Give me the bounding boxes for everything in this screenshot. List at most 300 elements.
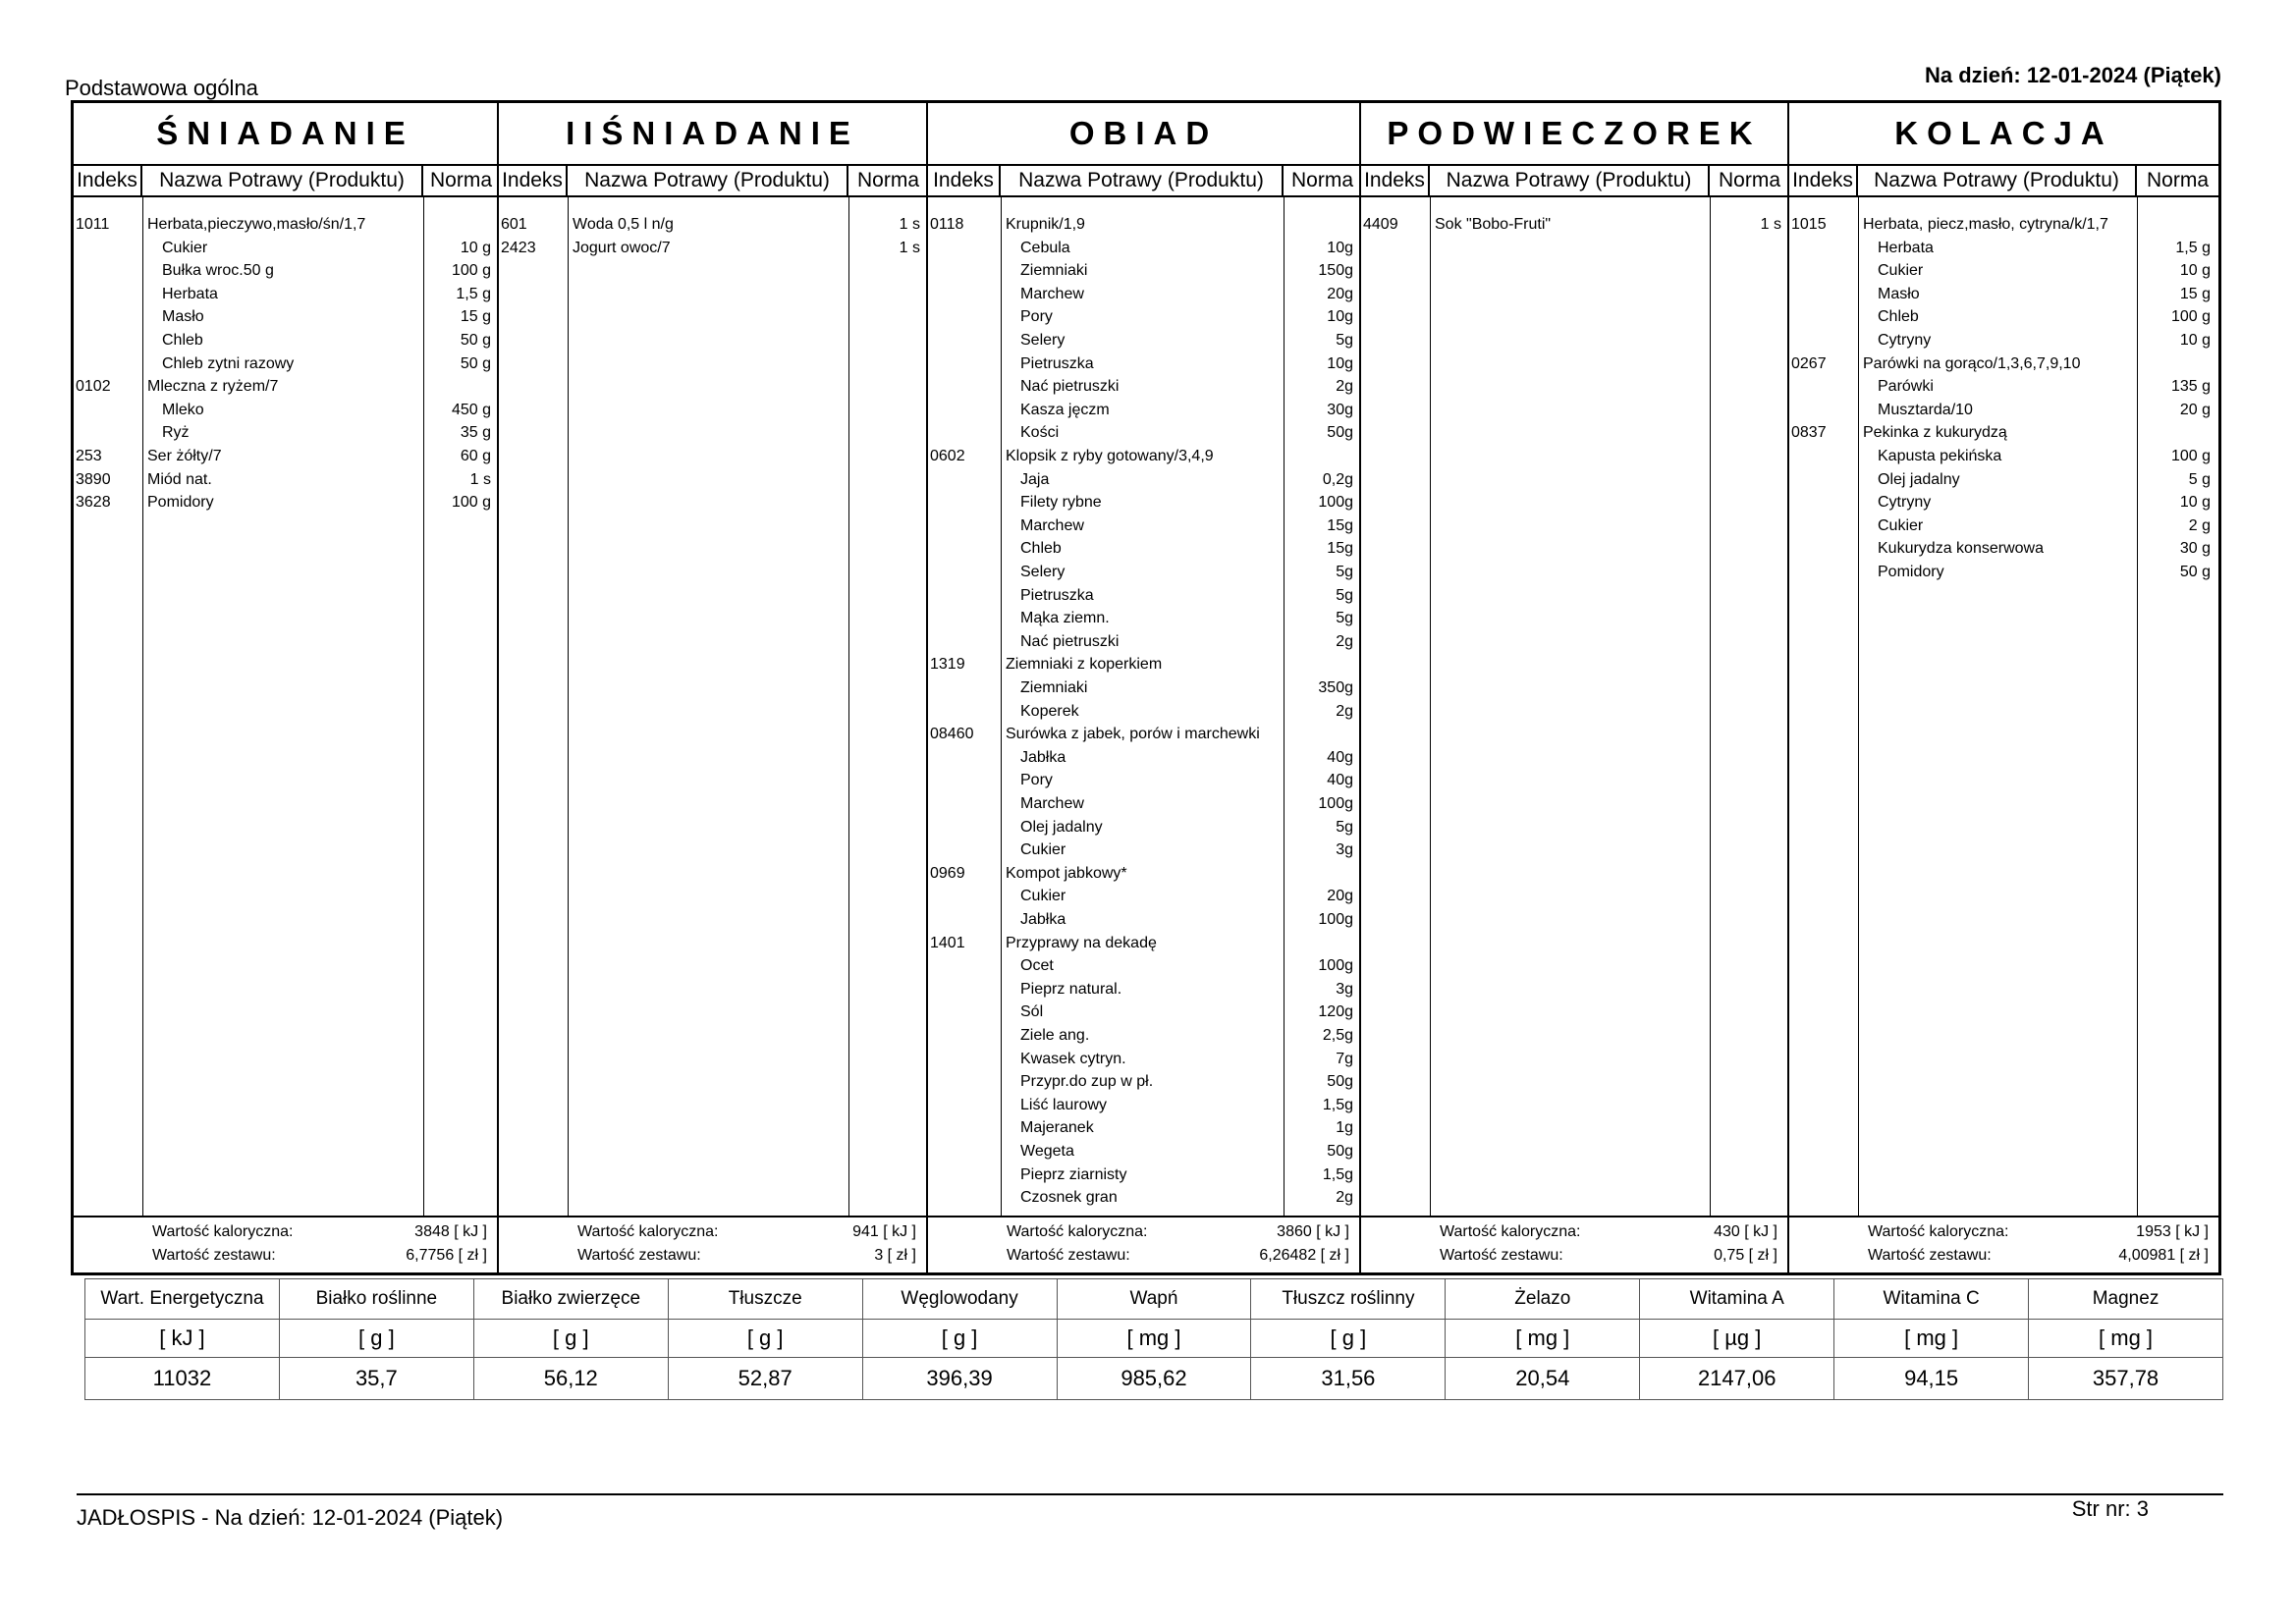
meal-header	[499, 164, 926, 197]
row-norm: 2,5g	[1322, 1027, 1353, 1044]
nutrition-value: 11032	[85, 1358, 280, 1400]
row-norm: 1,5g	[1322, 1096, 1353, 1113]
table-row	[74, 468, 497, 492]
table-row	[928, 630, 1359, 654]
kcal-value: 941 [ kJ ]	[852, 1223, 916, 1240]
nutrition-unit: [ mg ]	[1057, 1320, 1251, 1358]
column-divider	[1430, 197, 1431, 1216]
table-row	[928, 839, 1359, 862]
nutrition-unit: [ mg ]	[2029, 1320, 2223, 1358]
row-norm: 10g	[1327, 239, 1353, 256]
row-name: Ziemniaki z koperkiem	[1006, 656, 1163, 674]
row-name: Wegeta	[1020, 1143, 1074, 1160]
row-norm: 15g	[1327, 540, 1353, 558]
nutrition-header: Białko roślinne	[279, 1279, 473, 1320]
table-row	[928, 584, 1359, 608]
row-norm: 15 g	[460, 308, 491, 326]
table-row	[928, 816, 1359, 839]
row-norm: 1 s	[899, 216, 920, 233]
column-name-header: Nazwa Potrawy (Produktu)	[142, 166, 423, 195]
table-row	[1789, 468, 2218, 492]
row-name: Bułka wroc.50 g	[162, 262, 274, 280]
nutrition-value: 52,87	[668, 1358, 862, 1400]
row-norm: 3g	[1336, 980, 1353, 998]
row-index: 0267	[1791, 354, 1827, 372]
table-row	[1789, 305, 2218, 329]
nutrition-header: Żelazo	[1446, 1279, 1640, 1320]
table-row	[1789, 514, 2218, 538]
row-name: Kapusta pekińska	[1878, 448, 2002, 464]
diet-name: Podstawowa ogólna	[65, 76, 258, 100]
row-norm: 40g	[1327, 748, 1353, 766]
table-row	[928, 676, 1359, 700]
table-row	[1789, 352, 2218, 376]
row-name: Cukier	[1878, 262, 1924, 280]
nutrition-unit: [ g ]	[1251, 1320, 1446, 1358]
table-row	[928, 1001, 1359, 1024]
row-norm: 350g	[1318, 679, 1353, 696]
row-name: Parówki na gorąco/1,3,6,7,9,10	[1863, 354, 2081, 372]
table-row	[74, 283, 497, 306]
row-name: Kompot jabkowy*	[1006, 864, 1127, 882]
row-name: Olej jadalny	[1020, 818, 1103, 836]
column-divider	[1710, 197, 1711, 1216]
table-row	[74, 213, 497, 237]
column-index-header: Indeks	[928, 166, 1001, 195]
meal-summary	[928, 1216, 1359, 1272]
row-norm: 50 g	[2179, 564, 2211, 580]
table-row	[928, 421, 1359, 445]
row-name: Cukier	[1020, 841, 1066, 859]
column-norm-header: Norma	[429, 169, 492, 191]
meal-summary	[74, 1216, 497, 1272]
nutrition-unit: [ g ]	[473, 1320, 668, 1358]
table-row	[928, 305, 1359, 329]
column-divider	[568, 197, 569, 1216]
table-row	[74, 237, 497, 260]
meal-summary	[1361, 1216, 1787, 1272]
table-row	[1789, 491, 2218, 514]
row-norm: 2g	[1336, 1189, 1353, 1207]
table-row	[928, 283, 1359, 306]
kcal-value: 3860 [ kJ ]	[1277, 1223, 1349, 1240]
table-row	[1789, 237, 2218, 260]
row-name: Olej jadalny	[1878, 470, 1960, 488]
row-index: 3628	[76, 494, 111, 512]
row-norm: 20 g	[2179, 401, 2211, 418]
row-norm: 15 g	[2179, 285, 2211, 302]
row-name: Pory	[1020, 772, 1053, 789]
row-name: Surówka z jabek, porów i marchewki	[1006, 726, 1260, 743]
table-row	[74, 259, 497, 283]
meal-title: IIŚNIADANIE	[566, 115, 859, 151]
table-row	[499, 237, 926, 260]
kcal-label: Wartość kaloryczna:	[577, 1223, 719, 1240]
row-name: Chleb	[162, 332, 203, 349]
row-norm: 100 g	[2170, 448, 2211, 464]
cost-label: Wartość zestawu:	[152, 1247, 276, 1264]
row-name: Kwasek cytryn.	[1020, 1050, 1126, 1067]
table-row	[928, 607, 1359, 630]
row-name: Czosnek gran	[1020, 1189, 1118, 1207]
nutrition-unit: [ mg ]	[1446, 1320, 1640, 1358]
nutrition-header: Witamina C	[1834, 1279, 2029, 1320]
row-index: 1011	[76, 216, 110, 233]
row-name: Jabłka	[1020, 911, 1066, 928]
row-name: Selery	[1020, 564, 1066, 580]
column-norm-header: Norma	[1290, 169, 1353, 191]
row-name: Liść laurowy	[1020, 1096, 1108, 1113]
row-name: Selery	[1020, 332, 1066, 349]
row-index: 0837	[1791, 424, 1827, 442]
row-name: Pekinka z kukurydzą	[1863, 424, 2007, 442]
table-row	[928, 653, 1359, 676]
row-name: Pory	[1020, 308, 1053, 326]
meal-section	[1789, 103, 2218, 1272]
table-row	[928, 1163, 1359, 1187]
row-name: Herbata	[162, 285, 218, 302]
table-row	[1789, 445, 2218, 468]
row-norm: 10 g	[2179, 332, 2211, 349]
table-row	[928, 700, 1359, 724]
meal-title: PODWIECZOREK	[1387, 115, 1762, 151]
nutrition-unit-row	[85, 1320, 2223, 1358]
row-name: Marchew	[1020, 285, 1084, 302]
row-norm: 7g	[1336, 1050, 1353, 1067]
table-row	[928, 1048, 1359, 1071]
row-index: 1319	[930, 656, 965, 674]
row-norm: 2g	[1336, 632, 1353, 650]
table-row	[928, 1140, 1359, 1163]
row-name: Ryż	[162, 424, 190, 442]
row-name: Cukier	[1878, 516, 1924, 534]
row-name: Cytryny	[1878, 332, 1932, 349]
cost-value: 6,26482 [ zł ]	[1259, 1247, 1349, 1264]
row-norm: 0,2g	[1322, 470, 1353, 488]
row-name: Chleb	[1020, 540, 1062, 558]
table-row	[74, 375, 497, 399]
table-row	[1789, 537, 2218, 561]
row-name: Marchew	[1020, 795, 1084, 812]
row-name: Jabłka	[1020, 748, 1066, 766]
row-name: Herbata, piecz,masło, cytryna/k/1,7	[1863, 216, 2108, 233]
table-row	[928, 1024, 1359, 1048]
table-row	[928, 792, 1359, 816]
row-name: Chleb zytni razowy	[162, 354, 295, 372]
table-row	[928, 885, 1359, 908]
table-row	[1789, 561, 2218, 584]
row-norm: 10 g	[2179, 262, 2211, 280]
menu-date: Na dzień: 12-01-2024 (Piątek)	[1924, 63, 2221, 87]
row-norm: 100g	[1318, 795, 1353, 812]
row-name: Ziemniaki	[1020, 262, 1088, 280]
table-row	[1789, 329, 2218, 352]
table-row	[74, 491, 497, 514]
row-name: Pieprz ziarnisty	[1020, 1165, 1127, 1183]
nutrition-unit: [ µg ]	[1640, 1320, 1834, 1358]
meal-section	[928, 103, 1361, 1272]
row-index: 253	[76, 448, 102, 464]
row-norm: 100g	[1318, 494, 1353, 512]
footer-divider	[77, 1493, 2223, 1495]
table-row	[928, 862, 1359, 886]
nutrition-value: 31,56	[1251, 1358, 1446, 1400]
nutrition-value: 396,39	[862, 1358, 1057, 1400]
table-row	[928, 561, 1359, 584]
row-name: Jaja	[1020, 470, 1050, 488]
row-index: 1015	[1791, 216, 1827, 233]
table-row	[928, 908, 1359, 932]
row-name: Woda 0,5 l n/g	[573, 216, 674, 233]
table-row	[928, 259, 1359, 283]
row-index: 08460	[930, 726, 974, 743]
row-norm: 100g	[1318, 911, 1353, 928]
table-row	[928, 329, 1359, 352]
column-norm-header: Norma	[856, 169, 919, 191]
row-name: Pomidory	[1878, 564, 1944, 580]
kcal-value: 1953 [ kJ ]	[2136, 1223, 2209, 1240]
cost-label: Wartość zestawu:	[577, 1247, 701, 1264]
row-name: Kości	[1020, 424, 1060, 442]
meal-section	[74, 103, 499, 1272]
row-norm: 120g	[1318, 1003, 1353, 1021]
row-name: Cukier	[162, 239, 208, 256]
row-index: 0602	[930, 448, 965, 464]
row-name: Pieprz natural.	[1020, 980, 1122, 998]
row-norm: 15g	[1327, 516, 1353, 534]
menu-table	[71, 100, 2221, 1275]
table-row	[928, 723, 1359, 746]
row-norm: 30 g	[2179, 540, 2211, 558]
row-name: Parówki	[1878, 378, 1934, 396]
nutrition-header: Węglowodany	[862, 1279, 1057, 1320]
table-row	[928, 746, 1359, 770]
cost-value: 4,00981 [ zł ]	[2118, 1247, 2209, 1264]
row-index: 1401	[930, 934, 965, 951]
column-norm-header: Norma	[1718, 169, 1780, 191]
row-name: Herbata,pieczywo,masło/śn/1,7	[147, 216, 366, 233]
row-name: Miód nat.	[147, 470, 212, 488]
row-name: Kukurydza konserwowa	[1878, 540, 2044, 558]
kcal-label: Wartość kaloryczna:	[1440, 1223, 1581, 1240]
cost-label: Wartość zestawu:	[1868, 1247, 1992, 1264]
cost-label: Wartość zestawu:	[1440, 1247, 1563, 1264]
row-norm: 50g	[1327, 1143, 1353, 1160]
row-name: Chleb	[1878, 308, 1919, 326]
table-row	[1789, 213, 2218, 237]
nutrition-value: 2147,06	[1640, 1358, 1834, 1400]
table-row	[928, 1186, 1359, 1210]
nutrition-header: Tłuszcz roślinny	[1251, 1279, 1446, 1320]
table-row	[928, 1094, 1359, 1117]
table-row	[1789, 399, 2218, 422]
table-row	[928, 399, 1359, 422]
table-row	[1789, 283, 2218, 306]
footer-title: JADŁOSPIS - Na dzień: 12-01-2024 (Piątek)	[77, 1505, 504, 1530]
table-row	[1789, 421, 2218, 445]
nutrition-value: 94,15	[1834, 1358, 2029, 1400]
row-name: Przypr.do zup w pł.	[1020, 1073, 1154, 1091]
meal-header	[74, 164, 497, 197]
row-name: Ocet	[1020, 957, 1054, 975]
row-norm: 1,5 g	[2175, 239, 2211, 256]
column-name-header: Nazwa Potrawy (Produktu)	[1001, 166, 1284, 195]
row-norm: 450 g	[451, 401, 491, 418]
row-norm: 135 g	[2170, 378, 2211, 396]
row-norm: 10g	[1327, 308, 1353, 326]
nutrition-value: 56,12	[473, 1358, 668, 1400]
column-divider	[848, 197, 849, 1216]
nutrition-header: Tłuszcze	[668, 1279, 862, 1320]
row-name: Marchew	[1020, 516, 1084, 534]
nutrition-header: Witamina A	[1640, 1279, 1834, 1320]
row-norm: 50 g	[460, 332, 491, 349]
nutrition-header: Magnez	[2029, 1279, 2223, 1320]
meal-header	[1361, 164, 1787, 197]
row-name: Mąka ziemn.	[1020, 610, 1110, 627]
table-row	[74, 399, 497, 422]
table-row	[1361, 213, 1787, 237]
row-name: Majeranek	[1020, 1119, 1094, 1137]
column-index-header: Indeks	[74, 166, 142, 195]
nutrition-unit: [ g ]	[668, 1320, 862, 1358]
column-name-header: Nazwa Potrawy (Produktu)	[1430, 166, 1710, 195]
row-name: Herbata	[1878, 239, 1934, 256]
column-name-header: Nazwa Potrawy (Produktu)	[568, 166, 848, 195]
row-name: Mleko	[162, 401, 204, 418]
table-row	[928, 954, 1359, 978]
row-norm: 3g	[1336, 841, 1353, 859]
row-norm: 50g	[1327, 424, 1353, 442]
row-norm: 5g	[1336, 818, 1353, 836]
nutrition-header: Wapń	[1057, 1279, 1251, 1320]
row-name: Filety rybne	[1020, 494, 1102, 512]
row-norm: 100g	[1318, 957, 1353, 975]
nutrition-table	[84, 1278, 2223, 1400]
row-name: Przyprawy na dekadę	[1006, 934, 1157, 951]
row-index: 0969	[930, 864, 965, 882]
meal-header	[928, 164, 1359, 197]
row-name: Pomidory	[147, 494, 214, 512]
row-name: Ziemniaki	[1020, 679, 1088, 696]
row-name: Cukier	[1020, 888, 1066, 905]
table-row	[928, 375, 1359, 399]
row-norm: 1g	[1336, 1119, 1353, 1137]
row-norm: 50g	[1327, 1073, 1353, 1091]
table-row	[74, 421, 497, 445]
cost-value: 6,7756 [ zł ]	[406, 1247, 487, 1264]
kcal-label: Wartość kaloryczna:	[152, 1223, 294, 1240]
meal-section	[499, 103, 928, 1272]
row-name: Ziele ang.	[1020, 1027, 1090, 1044]
nutrition-unit: [ mg ]	[1834, 1320, 2029, 1358]
table-row	[928, 537, 1359, 561]
column-index-header: Indeks	[1361, 166, 1430, 195]
row-norm: 100 g	[2170, 308, 2211, 326]
row-index: 0118	[930, 216, 964, 233]
nutrition-unit: [ g ]	[862, 1320, 1057, 1358]
table-row	[499, 213, 926, 237]
row-name: Koperek	[1020, 702, 1079, 720]
row-norm: 10g	[1327, 354, 1353, 372]
row-norm: 10 g	[2179, 494, 2211, 512]
nutrition-value-row	[85, 1358, 2223, 1400]
row-norm: 20g	[1327, 285, 1353, 302]
row-name: Kasza jęczm	[1020, 401, 1110, 418]
meal-summary	[499, 1216, 926, 1272]
table-row	[928, 468, 1359, 492]
row-norm: 1,5 g	[456, 285, 491, 302]
row-norm: 1 s	[899, 239, 920, 256]
row-norm: 1,5g	[1322, 1165, 1353, 1183]
table-row	[928, 445, 1359, 468]
row-norm: 50 g	[460, 354, 491, 372]
table-row	[928, 491, 1359, 514]
nutrition-value: 985,62	[1057, 1358, 1251, 1400]
row-norm: 2g	[1336, 702, 1353, 720]
kcal-label: Wartość kaloryczna:	[1868, 1223, 2009, 1240]
row-norm: 2g	[1336, 378, 1353, 396]
row-name: Musztarda/10	[1878, 401, 1973, 418]
row-norm: 60 g	[460, 448, 491, 464]
row-norm: 5g	[1336, 610, 1353, 627]
meal-title: OBIAD	[1068, 115, 1219, 151]
row-norm: 10 g	[460, 239, 491, 256]
column-norm-header: Norma	[2146, 169, 2209, 191]
row-name: Nać pietruszki	[1020, 378, 1120, 396]
row-index: 4409	[1363, 216, 1398, 233]
kcal-value: 3848 [ kJ ]	[414, 1223, 487, 1240]
row-name: Krupnik/1,9	[1006, 216, 1085, 233]
page-number: Str nr: 3	[2071, 1496, 2149, 1521]
table-row	[74, 445, 497, 468]
row-norm: 1 s	[1760, 216, 1781, 233]
row-norm: 5g	[1336, 564, 1353, 580]
table-row	[1789, 375, 2218, 399]
row-name: Sok "Bobo-Fruti"	[1435, 216, 1552, 233]
row-name: Ser żółty/7	[147, 448, 222, 464]
table-row	[928, 932, 1359, 955]
column-name-header: Nazwa Potrawy (Produktu)	[1858, 166, 2137, 195]
meal-section	[1361, 103, 1789, 1272]
column-index-header: Indeks	[499, 166, 568, 195]
row-norm: 2 g	[2188, 516, 2211, 534]
table-row	[928, 1116, 1359, 1140]
row-index: 0102	[76, 378, 111, 396]
cost-value: 3 [ zł ]	[874, 1247, 916, 1264]
row-name: Sól	[1020, 1003, 1044, 1021]
row-norm: 5 g	[2188, 470, 2211, 488]
row-norm: 5g	[1336, 332, 1353, 349]
row-index: 601	[501, 216, 527, 233]
row-name: Nać pietruszki	[1020, 632, 1120, 650]
kcal-label: Wartość kaloryczna:	[1007, 1223, 1148, 1240]
row-name: Pietruszka	[1020, 354, 1094, 372]
row-name: Jogurt owoc/7	[573, 239, 671, 256]
cost-value: 0,75 [ zł ]	[1714, 1247, 1777, 1264]
row-norm: 35 g	[460, 424, 491, 442]
cost-label: Wartość zestawu:	[1007, 1247, 1130, 1264]
table-row	[1789, 259, 2218, 283]
row-norm: 1 s	[469, 470, 491, 488]
table-row	[74, 305, 497, 329]
row-norm: 100 g	[451, 494, 491, 512]
row-name: Klopsik z ryby gotowany/3,4,9	[1006, 448, 1214, 464]
table-row	[928, 213, 1359, 237]
row-name: Cebula	[1020, 239, 1070, 256]
nutrition-value: 35,7	[279, 1358, 473, 1400]
meal-title: ŚNIADANIE	[156, 115, 414, 151]
